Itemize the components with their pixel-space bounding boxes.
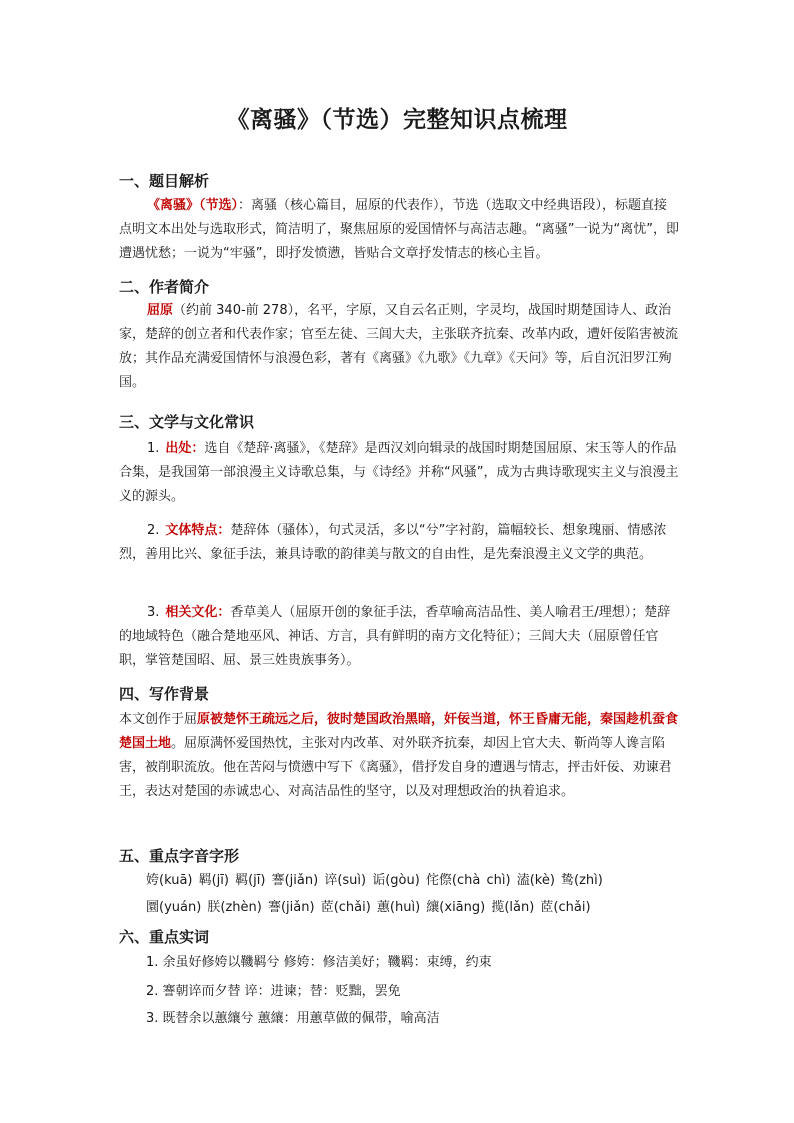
- section-2-body: （约前 340-前 278），名平，字原，又自云名正则，字灵均，战国时期楚国诗人、政治家，楚辞的创立者和代表作家；官至左徒、三闾大夫，主张联齐抗秦、改革内政，遭奸佞陷害被流放；其作品充满爱国情怀与浪漫色彩，著有《离骚》《九歌》《九章》《天问》等，后自沉汨罗江殉国。: [119, 303, 679, 390]
- section-heading-3: 三、文学与文化常识: [119, 413, 255, 431]
- section-4-paragraph: [119, 708, 679, 804]
- section-heading-5: 五、重点字音字形: [119, 847, 240, 865]
- section-1-body: ：离骚（核心篇目，屈原的代表作），节选（选取文中经典语段），标题直接点明文本出处与选取形式，简洁明了，聚焦屈原的爱国情怀与高洁志趣。“离骚”一说为“离忧”，即遭遇忧愁；一说为“牢骚”，即抒发愤懑，皆贴合文章抒发情志的核心主旨。: [119, 198, 679, 261]
- section-heading-4: 四、写作背景: [119, 685, 210, 703]
- section-3-item-2: [119, 519, 679, 567]
- section-3-item-1: [119, 437, 679, 509]
- list-item: 3. 既替余以蕙纕兮 蕙纕：用蕙草做的佩带，喻高洁: [146, 1011, 440, 1026]
- item-label: 出处：: [165, 441, 205, 456]
- section-2-label: 屈原: [147, 303, 174, 318]
- section-4-text: 本文创作于屈: [119, 712, 198, 727]
- item-number: 3.: [147, 605, 160, 620]
- item-number: 1.: [147, 441, 160, 456]
- item-label: 文体特点：: [165, 523, 231, 538]
- list-item: 1. 余虽好修姱以鞿羁兮 修姱：修洁美好；鞿羁：束缚，约束: [146, 955, 492, 970]
- section-4-highlight: 原被楚怀王疏远之后，彼时楚国政治黑暗，奸佞当道，怀王昏庸无能，秦国趁机蚕食楚国土地: [119, 712, 679, 751]
- list-item: 2. 謇朝谇而夕替 谇：进谏；替：贬黜，罢免: [146, 984, 401, 999]
- pinyin-line: 圜(yuán) 朕(zhèn) 謇(jiǎn) 茝(chǎi) 蕙(huì) 纕(xiāng) 揽(lǎn) 茝(chǎi): [146, 900, 591, 915]
- page-title: 《离骚》（节选）完整知识点梳理: [226, 107, 568, 133]
- pinyin-line: 姱(kuā) 羁(jī) 羁(jī) 謇(jiǎn) 谇(suì) 诟(gòu) 侘傺(chà chì) 溘(kè) 鸷(zhì): [146, 873, 603, 888]
- section-heading-2: 二、作者简介: [119, 278, 210, 296]
- section-4-text: 。屈原满怀爱国热忱，主张对内改革、对外联齐抗秦，却因上官大夫、靳尚等人谗言陷害，被削职流放。他在苦闷与愤懑中写下《离骚》，借抒发自身的遭遇与情志，抨击奸佞、劝谏君王，表达对楚国的赤诚忠心、对高洁品性的坚守，以及对理想政治的执着追求。: [119, 736, 672, 799]
- section-3-item-3: [119, 601, 679, 673]
- item-body: 楚辞体（骚体），句式灵活，多以“兮”字衬韵，篇幅较长、想象瑰丽、情感浓烈，善用比兴、象征手法，兼具诗歌的韵律美与散文的自由性，是先秦浪漫主义文学的典范。: [119, 523, 667, 562]
- section-2-paragraph: [119, 299, 679, 395]
- section-heading-1: 一、题目解析: [119, 172, 210, 190]
- section-heading-6: 六、重点实词: [119, 928, 210, 946]
- section-1-paragraph: [119, 194, 679, 266]
- item-label: 相关文化：: [165, 605, 231, 620]
- section-1-label: 《离骚》（节选）: [147, 198, 239, 213]
- item-number: 2.: [147, 523, 160, 538]
- item-body: 选自《楚辞·离骚》，《楚辞》是西汉刘向辑录的战国时期楚国屈原、宋玉等人的作品合集，是我国第一部浪漫主义诗歌总集，与《诗经》并称“风骚”，成为古典诗歌现实主义与浪漫主义的源头。: [119, 441, 679, 504]
- item-body: 香草美人（屈原开创的象征手法，香草喻高洁品性、美人喻君王/理想）；楚辞的地域特色（融合楚地巫风、神话、方言，具有鲜明的南方文化特征）；三闾大夫（屈原曾任官职，掌管楚国昭、屈、景三姓贵族事务）。: [119, 605, 671, 668]
